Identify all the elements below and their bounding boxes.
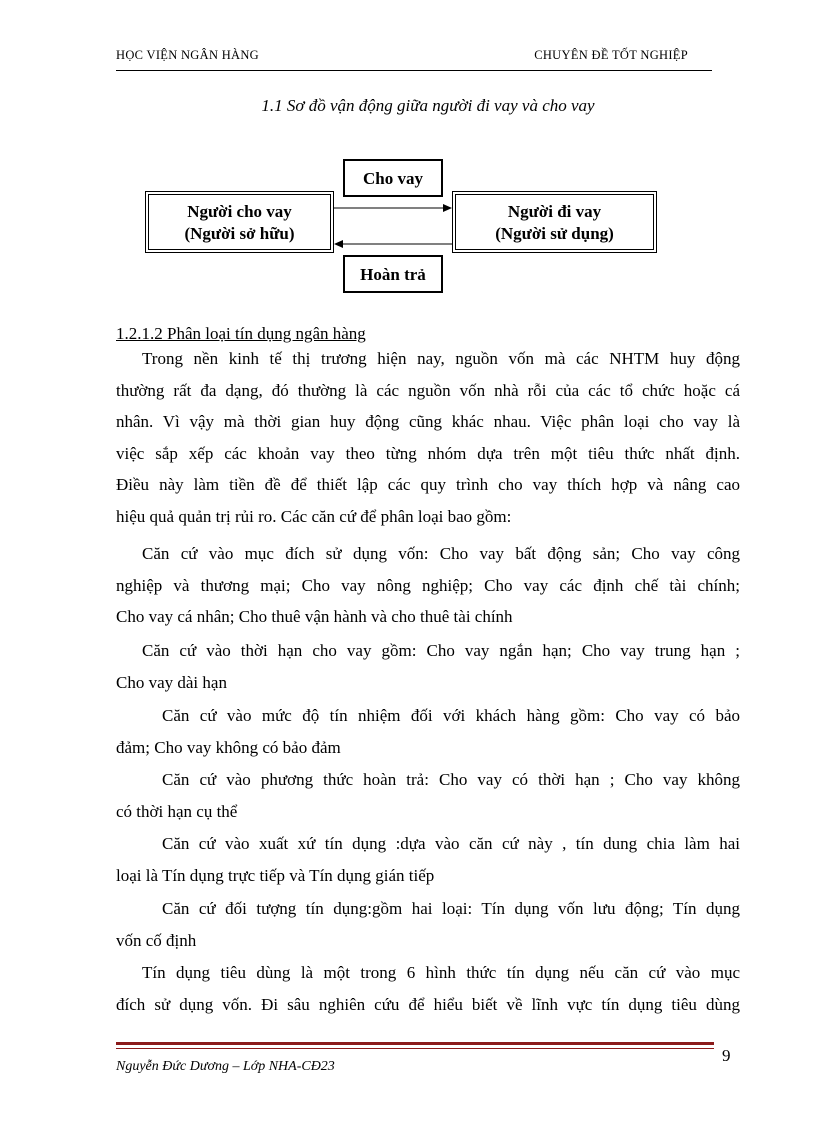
section-heading: 1.2.1.2 Phân loại tín dụng ngân hàng	[116, 324, 366, 343]
text-line: đảm; Cho vay không có bảo đảm	[116, 737, 341, 757]
text-line: có thời hạn cụ thể	[116, 801, 238, 821]
repay-label: Hoàn trả	[360, 265, 426, 284]
paragraph-intro	[116, 343, 740, 532]
paragraph-term	[116, 635, 740, 698]
paragraph-repayment	[116, 764, 740, 827]
paragraph-consumer-credit	[116, 957, 740, 1020]
text-line: hiệu quả quản trị rủi ro. Các căn cứ để phân loại bao gồm:	[116, 506, 512, 526]
borrower-title: Người đi vay	[507, 202, 602, 221]
figure-title: 1.1 Sơ đồ vận động giữa người đi vay và cho vay	[261, 96, 595, 115]
text-line: Căn cứ vào thời hạn cho vay gồm: Cho vay ngắn hạn; Cho vay trung hạn ;	[142, 641, 740, 660]
page-number: 9	[722, 1046, 731, 1065]
text-line: Trong nền kinh tế thị trương hiện nay, nguồn vốn mà các NHTM huy động	[142, 349, 740, 368]
lend-label: Cho vay	[363, 169, 423, 188]
header-document-type: CHUYÊN ĐỀ TỐT NGHIỆP	[534, 48, 688, 62]
borrower-subtitle: (Người sử dụng)	[495, 224, 614, 243]
repay-arrowhead	[334, 240, 343, 248]
text-line: thường rất đa dạng, đó thường là các nguồn vốn nhà rỗi của các tổ chức hoặc cá	[116, 380, 740, 400]
footer-rule-thick	[116, 1042, 714, 1045]
text-line: việc sắp xếp các khoản vay theo từng nhóm dựa trên một tiêu thức nhất định.	[116, 443, 740, 463]
lender-title: Người cho vay	[187, 202, 292, 221]
header-institution: HỌC VIỆN NGÂN HÀNG	[116, 48, 260, 62]
text-line: Căn cứ đối tượng tín dụng:gồm hai loại: Tín dụng vốn lưu động; Tín dụng	[162, 899, 740, 918]
lender-subtitle: (Người sở hữu)	[184, 224, 295, 243]
diagram-arrows	[0, 0, 816, 320]
text-line: đích sử dụng vốn. Đi sâu nghiên cứu để hiểu biết về lĩnh vực tín dụng tiêu dùng	[116, 994, 740, 1014]
text-line: Tín dụng tiêu dùng là một trong 6 hình thức tín dụng nếu căn cứ vào mục	[142, 963, 740, 982]
text-line: Căn cứ vào xuất xứ tín dụng :dựa vào căn cứ này , tín dung chia làm hai	[162, 834, 740, 853]
text-line: nhân. Vì vậy mà thời gian huy động cũng khác nhau. Việc phân loại cho vay là	[116, 412, 740, 431]
footer-author: Nguyễn Đức Dương – Lớp NHA-CĐ23	[116, 1059, 335, 1074]
paragraph-credit-rating	[116, 700, 740, 763]
text-line: vốn cố định	[116, 930, 197, 950]
text-line: loại là Tín dụng trực tiếp và Tín dụng gián tiếp	[116, 865, 435, 885]
text-line: Điều này làm tiền đề để thiết lập các quy trình cho vay thích hợp và nâng cao	[116, 475, 740, 494]
paragraph-origin	[116, 828, 740, 891]
text-line: Căn cứ vào mục đích sử dụng vốn: Cho vay bất động sản; Cho vay công	[142, 544, 740, 563]
text-line: nghiệp và thương mại; Cho vay nông nghiệp; Cho vay các định chế tài chính;	[116, 575, 740, 595]
text-line: Căn cứ vào phương thức hoàn trả: Cho vay có thời hạn ; Cho vay không	[162, 770, 740, 789]
text-line: Cho vay dài hạn	[116, 672, 227, 692]
text-line: Căn cứ vào mức độ tín nhiệm đối với khách hàng gồm: Cho vay có bảo	[162, 706, 740, 725]
footer-rule-thin	[116, 1048, 714, 1049]
lend-arrowhead	[443, 204, 452, 212]
paragraph-purpose	[116, 538, 740, 633]
paragraph-object	[116, 893, 740, 956]
text-line: Cho vay cá nhân; Cho thuê vận hành và cho thuê tài chính	[116, 607, 513, 626]
